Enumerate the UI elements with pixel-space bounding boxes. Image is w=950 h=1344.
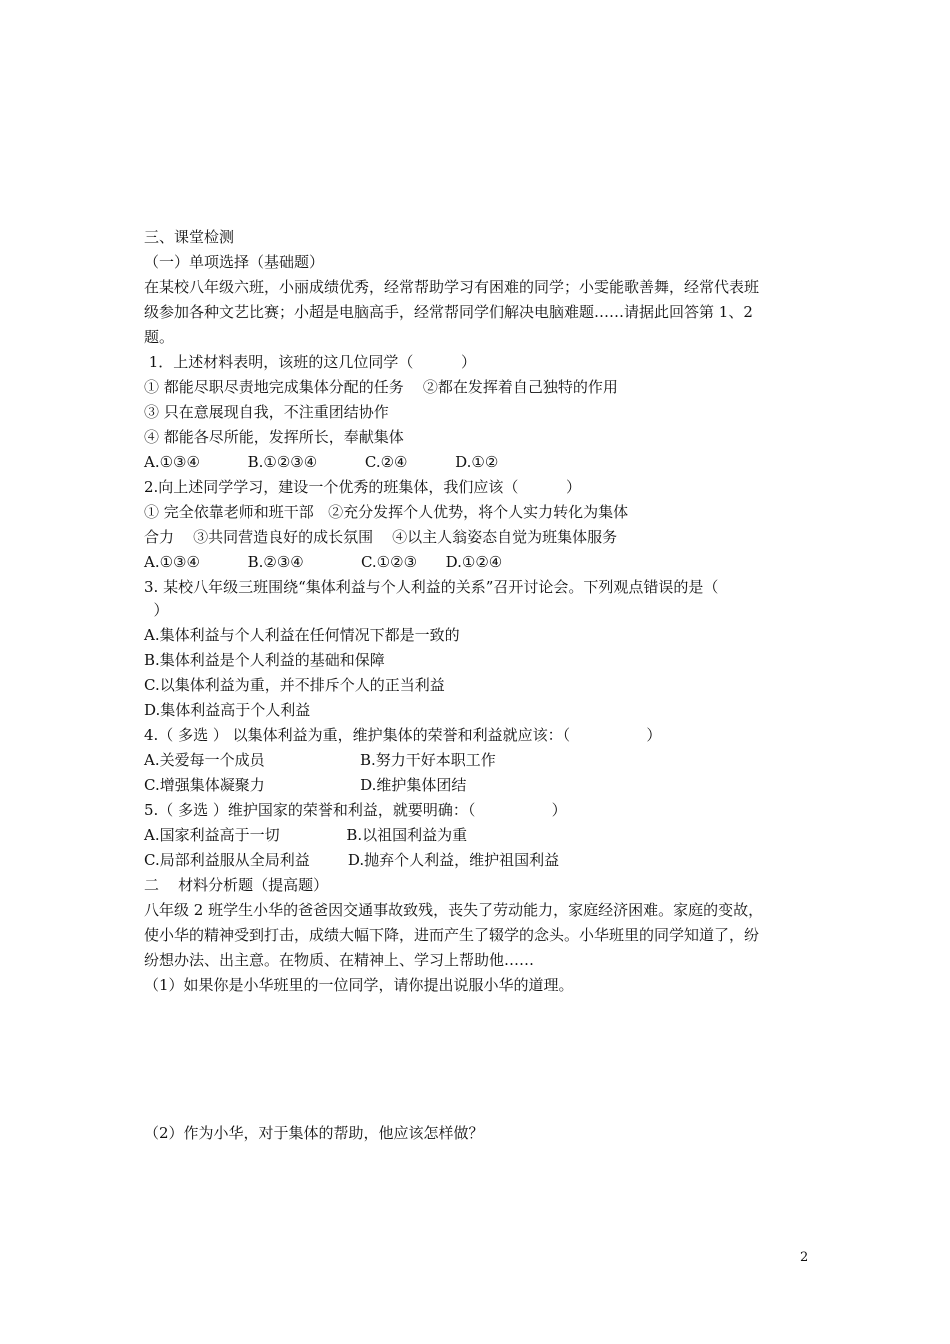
q1-item: ③ 只在意展现自我，不注重团结协作 [144, 403, 389, 421]
material-line: 纷想办法、出主意。在物质、在精神上、学习上帮助他…… [144, 951, 535, 969]
intro-line: 题。 [144, 328, 175, 346]
q3-option: B.集体利益是个人利益的基础和保障 [144, 651, 385, 669]
q2-options: A.①③④ B.②③④ C.①②③ D.①②④ [144, 553, 503, 571]
q2-item: 合力 ③共同营造良好的成长氛围 ④以主人翁姿态自觉为班集体服务 [144, 528, 618, 546]
q1-item: ① 都能尽职尽责地完成集体分配的任务 ②都在发挥着自己独特的作用 [144, 378, 618, 396]
section-title: 三、课堂检测 [144, 228, 235, 246]
sub-question-2: （2）作为小华，对于集体的帮助，他应该怎样做？ [144, 1124, 484, 1142]
q1-stem: 1．上述材料表明，该班的这几位同学（ ） [144, 353, 476, 371]
q4-options: A.关爱每一个成员 B.努力干好本职工作 [144, 751, 496, 769]
part2-title: 二 材料分析题（提高题） [144, 876, 329, 894]
q3-stem: 3. 某校八年级三班围绕“集体利益与个人利益的关系”召开讨论会。下列观点错误的是（ [144, 578, 719, 596]
q3-stem: ） [144, 601, 169, 619]
page-number: 2 [800, 1250, 809, 1265]
intro-line: 级参加各种文艺比赛；小超是电脑高手，经常帮同学们解决电脑难题……请据此回答第 1、2 [144, 303, 753, 321]
q1-options: A.①③④ B.①②③④ C.②④ D.①② [144, 453, 499, 471]
q3-option: D.集体利益高于个人利益 [144, 701, 311, 719]
sub-question-1: （1）如果你是小华班里的一位同学，请你提出说服小华的道理。 [144, 976, 574, 994]
q5-options: C.局部利益服从全局利益 D.抛弃个人利益，维护祖国利益 [144, 851, 560, 869]
material-line: 八年级 2 班学生小华的爸爸因交通事故致残，丧失了劳动能力，家庭经济困难。家庭的变故， [144, 901, 764, 919]
material-line: 使小华的精神受到打击，成绩大幅下降，进而产生了辍学的念头。小华班里的同学知道了，纷 [144, 926, 760, 944]
q4-options: C.增强集体凝聚力 D.维护集体团结 [144, 776, 467, 794]
q3-option: C.以集体利益为重，并不排斥个人的正当利益 [144, 676, 445, 694]
q2-item: ① 完全依靠老师和班干部 ②充分发挥个人优势，将个人实力转化为集体 [144, 503, 629, 521]
q2-stem: 2.向上述同学学习，建设一个优秀的班集体，我们应该（ ） [144, 478, 581, 496]
q1-item: ④ 都能各尽所能，发挥所长，奉献集体 [144, 428, 404, 446]
q3-option: A.集体利益与个人利益在任何情况下都是一致的 [144, 626, 460, 644]
q5-options: A.国家利益高于一切 B.以祖国利益为重 [144, 826, 468, 844]
q4-stem: 4.（ 多选 ） 以集体利益为重，维护集体的荣誉和利益就应该：（ ） [144, 726, 662, 744]
part1-title: （一）单项选择（基础题） [144, 253, 325, 271]
q5-stem: 5.（ 多选 ）维护国家的荣誉和利益，就要明确：（ ） [144, 801, 567, 819]
intro-line: 在某校八年级六班，小丽成绩优秀，经常帮助学习有困难的同学；小雯能歌善舞，经常代表班 [144, 278, 760, 296]
